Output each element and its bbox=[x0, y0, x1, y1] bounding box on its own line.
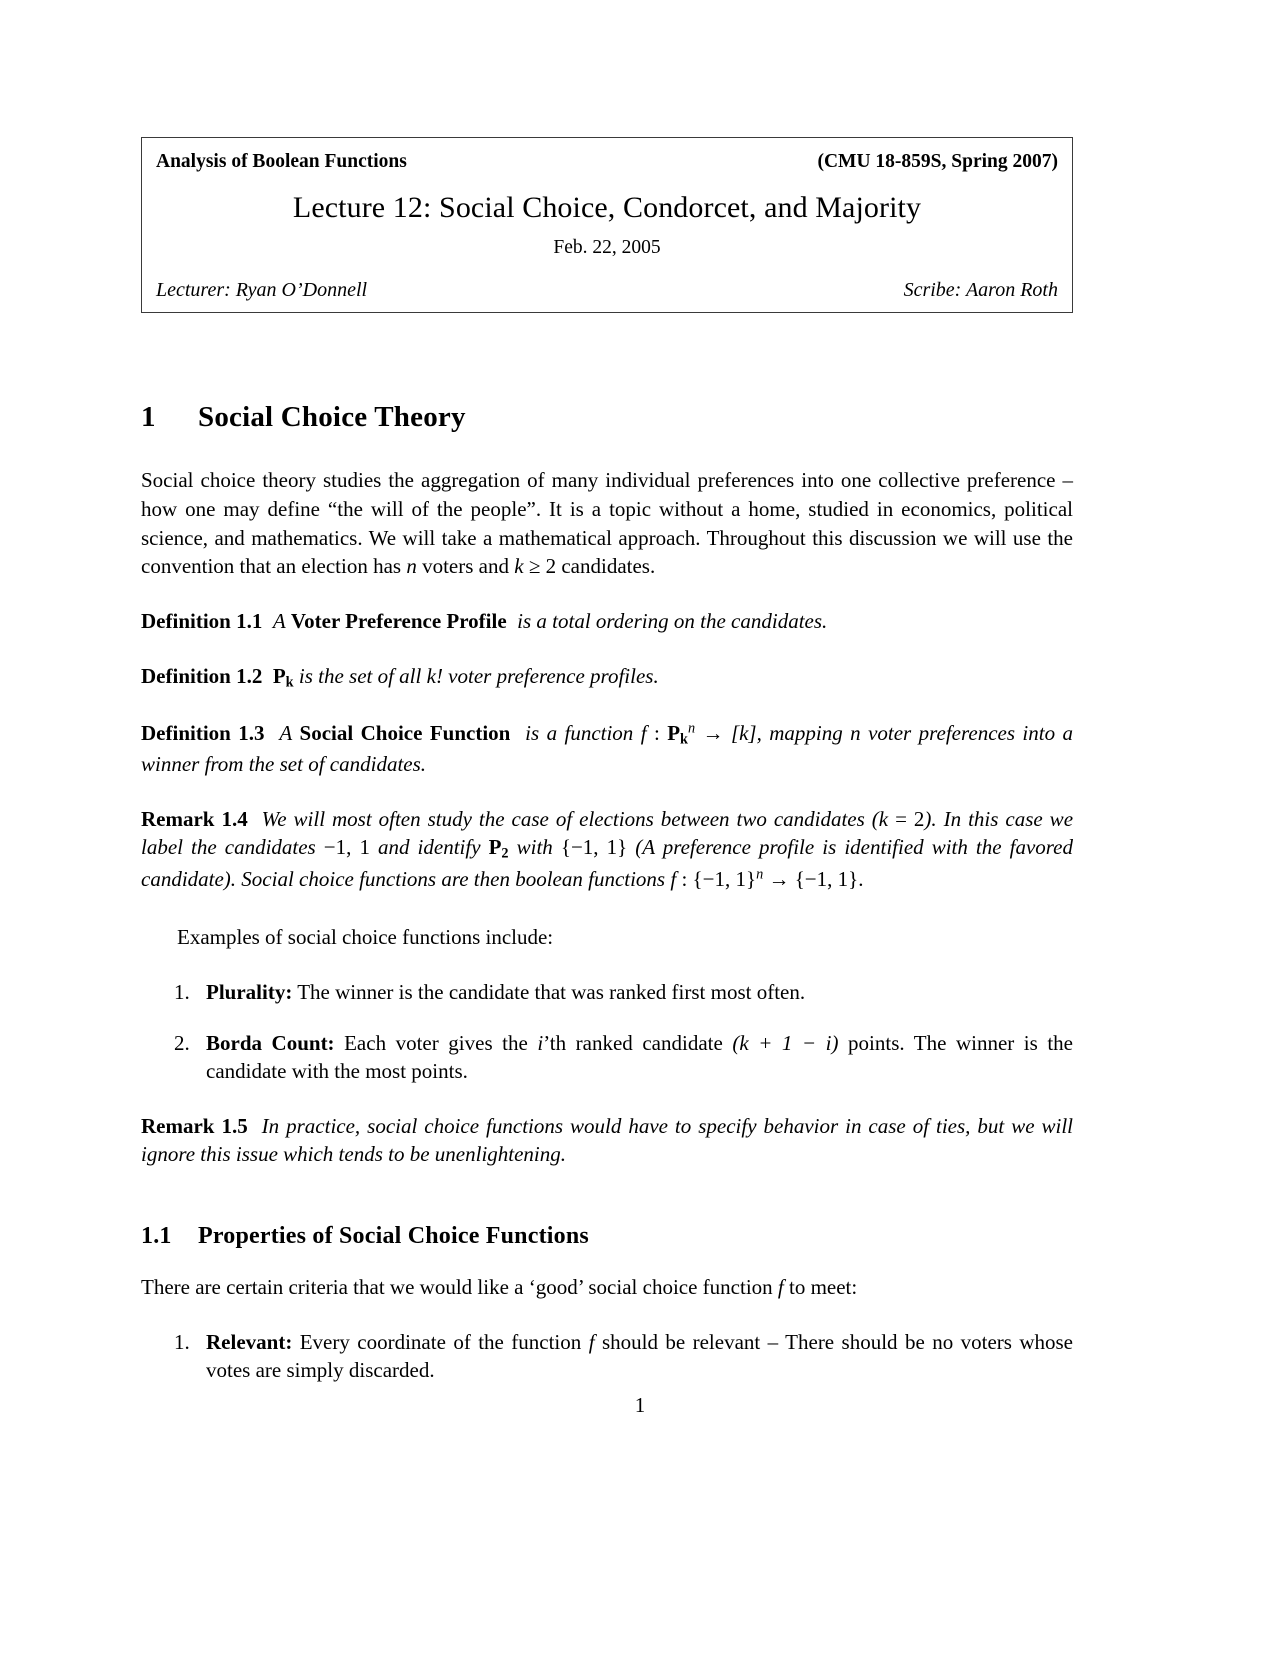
intro-symbol-k: k bbox=[514, 554, 524, 579]
definition-1-3-label: Definition 1.3 bbox=[141, 720, 265, 745]
remark-1-4-set: {−1, 1} bbox=[560, 835, 628, 860]
example-term-borda: Borda Count: bbox=[206, 1030, 335, 1055]
section-1-intro-paragraph bbox=[141, 466, 1073, 581]
example-term-plurality: Plurality: bbox=[206, 979, 293, 1004]
properties-symbol-f: f bbox=[777, 1275, 784, 1300]
header-course-row bbox=[156, 150, 1058, 174]
section-1-number: 1 bbox=[141, 401, 156, 434]
list-item bbox=[141, 1029, 1073, 1086]
course-title: Analysis of Boolean Functions bbox=[156, 151, 407, 172]
lecture-title: Lecture 12: Social Choice, Condorcet, and Majority bbox=[292, 191, 922, 225]
section-1-heading bbox=[141, 401, 1073, 434]
symbol-P-subscript: 2 bbox=[501, 846, 509, 863]
examples-lead-text: Examples of social choice functions include: bbox=[177, 925, 554, 950]
symbol-P-base: P bbox=[488, 835, 502, 860]
definition-1-3-body-a: is a function bbox=[525, 720, 641, 745]
domain-set: {−1, 1} bbox=[692, 866, 757, 891]
remark-1-4-text-2: ). In this case we label the candidates bbox=[141, 806, 1074, 860]
lecture-header-box bbox=[141, 137, 1073, 313]
list-item bbox=[141, 978, 1073, 1007]
definition-1-2-body-b: ! voter preference profiles. bbox=[435, 663, 659, 688]
header-credits-row bbox=[156, 279, 1058, 302]
remark-1-4-label: Remark 1.4 bbox=[141, 806, 248, 831]
list-item bbox=[141, 1328, 1073, 1385]
definition-1-2-symbol-Pk bbox=[272, 663, 294, 691]
page-number: 1 bbox=[634, 1393, 646, 1417]
scribe-name: Scribe: Aaron Roth bbox=[903, 279, 1058, 302]
section-1-title: Social Choice Theory bbox=[198, 401, 466, 434]
list-item-marker: 2. bbox=[174, 1030, 190, 1055]
intro-symbol-ge: ≥ bbox=[523, 554, 546, 579]
properties-lead-a: There are certain criteria that we would like a ‘good’ social choice function bbox=[141, 1275, 778, 1300]
example-text-borda-b: ’th ranked candidate bbox=[543, 1030, 733, 1055]
symbol-P-base: P bbox=[272, 663, 286, 688]
definition-1-3-arrow: → bbox=[695, 720, 731, 745]
properties-list bbox=[141, 1328, 1073, 1385]
remark-1-4-codomain: {−1, 1} bbox=[794, 866, 859, 891]
definition-1-2-body-a: is the set of all bbox=[298, 663, 427, 688]
intro-text-part2: voters and bbox=[416, 554, 515, 579]
definition-1-1-label: Definition 1.1 bbox=[141, 609, 263, 633]
remark-1-4-value-2: 2 bbox=[913, 806, 925, 831]
definition-1-3-article: A bbox=[279, 720, 293, 745]
symbol-P-base: P bbox=[667, 720, 681, 745]
definition-1-3-colon: : bbox=[646, 720, 668, 745]
definition-1-3-term: Social Choice Function bbox=[299, 720, 511, 745]
remark-1-4-arrow: → bbox=[763, 866, 795, 891]
remark-1-4-text-5: (A preference profile is identified with the favored candidate). Social choice functions are then boolean functions bbox=[141, 835, 1073, 891]
symbol-P-superscript: n bbox=[687, 720, 696, 737]
remark-1-4-period: . bbox=[858, 866, 864, 891]
definition-1-2-symbol-k: k bbox=[426, 663, 436, 688]
section-1-1-number: 1.1 bbox=[141, 1223, 172, 1250]
definition-1-3-codomain: [k] bbox=[730, 720, 757, 745]
lecture-date: Feb. 22, 2005 bbox=[553, 237, 661, 259]
examples-list bbox=[141, 978, 1073, 1086]
property-term-relevant: Relevant: bbox=[206, 1329, 293, 1354]
course-code: (CMU 18-859S, Spring 2007) bbox=[817, 151, 1058, 172]
definition-1-3 bbox=[141, 719, 1073, 779]
section-1-1-title: Properties of Social Choice Functions bbox=[198, 1223, 589, 1250]
definition-1-2-label: Definition 1.2 bbox=[141, 663, 263, 688]
remark-1-4-domain bbox=[693, 867, 764, 891]
remark-1-5-text: In practice, social choice functions would have to specify behavior in case of ties, but we will ignore this issue which tends to be unenlightening. bbox=[141, 1113, 1074, 1167]
intro-text-part1: Social choice theory studies the aggregation of many individual preferences into one collective preference – how one may define “the will of the people”. It is a topic without a home, studied in economics, political science, and mathematics. We will take a mathematical approach. Throughout this discussion we will use the convention that an election has bbox=[141, 468, 1073, 579]
section-1-1-lead-paragraph bbox=[141, 1273, 1073, 1302]
property-symbol-f: f bbox=[588, 1329, 595, 1354]
intro-text-part3: candidates. bbox=[556, 554, 656, 579]
remark-1-4-text-3: and identify bbox=[369, 835, 489, 860]
remark-1-4-candidates-values: −1, 1 bbox=[323, 835, 370, 860]
property-text-relevant-a: Every coordinate of the function bbox=[292, 1329, 589, 1354]
domain-exponent: n bbox=[756, 866, 764, 883]
definition-1-1 bbox=[141, 607, 1073, 636]
list-item-marker: 1. bbox=[174, 979, 190, 1004]
remark-1-4-colon: : bbox=[676, 866, 693, 891]
example-text-borda-c: points. The winner is the candidate with the most points. bbox=[206, 1030, 1073, 1084]
definition-1-3-symbol-f: f bbox=[640, 720, 647, 745]
definition-1-1-body: is a total ordering on the candidates. bbox=[517, 609, 828, 633]
list-item-marker: 1. bbox=[174, 1329, 190, 1354]
remark-1-5-label: Remark 1.5 bbox=[141, 1113, 248, 1138]
section-1-1-heading bbox=[141, 1223, 1073, 1250]
definition-1-2 bbox=[141, 662, 1073, 693]
property-text-relevant-b: should be relevant – There should be no voters whose votes are simply discarded. bbox=[206, 1329, 1073, 1383]
definition-1-3-body-c: voter preferences into a winner from the set of candidates. bbox=[141, 720, 1074, 777]
example-symbol-i: i bbox=[537, 1030, 544, 1055]
example-formula-borda: (k + 1 − i) bbox=[732, 1030, 839, 1055]
remark-1-4-symbol-k: k bbox=[878, 806, 889, 831]
remark-1-4-symbol-P2 bbox=[488, 835, 509, 863]
definition-1-3-symbol-n: n bbox=[850, 720, 861, 745]
remark-1-4-text-4: with bbox=[508, 835, 561, 860]
remark-1-4-equals: = bbox=[888, 806, 914, 831]
definition-1-3-symbol-Pk bbox=[667, 720, 696, 748]
symbol-P-subscript: k bbox=[285, 674, 294, 691]
page-content bbox=[141, 137, 1073, 1385]
remark-1-4 bbox=[141, 805, 1073, 894]
definition-1-1-article: A bbox=[272, 609, 286, 633]
properties-lead-b: to meet: bbox=[783, 1275, 858, 1300]
remark-1-4-symbol-f: f bbox=[670, 866, 677, 891]
definition-1-3-body-b: , mapping bbox=[756, 720, 851, 745]
example-text-plurality: The winner is the candidate that was ranked first most often. bbox=[292, 979, 806, 1004]
symbol-P-subscript: k bbox=[680, 731, 688, 748]
definition-1-1-term: Voter Preference Profile bbox=[290, 609, 507, 633]
remark-1-4-text-1: We will most often study the case of elections between two candidates ( bbox=[261, 806, 879, 831]
remark-1-5 bbox=[141, 1112, 1073, 1169]
lecturer-name: Lecturer: Ryan O’Donnell bbox=[156, 279, 368, 302]
intro-symbol-2: 2 bbox=[545, 554, 557, 579]
intro-symbol-n: n bbox=[406, 554, 417, 579]
example-text-borda-a: Each voter gives the bbox=[334, 1030, 538, 1055]
